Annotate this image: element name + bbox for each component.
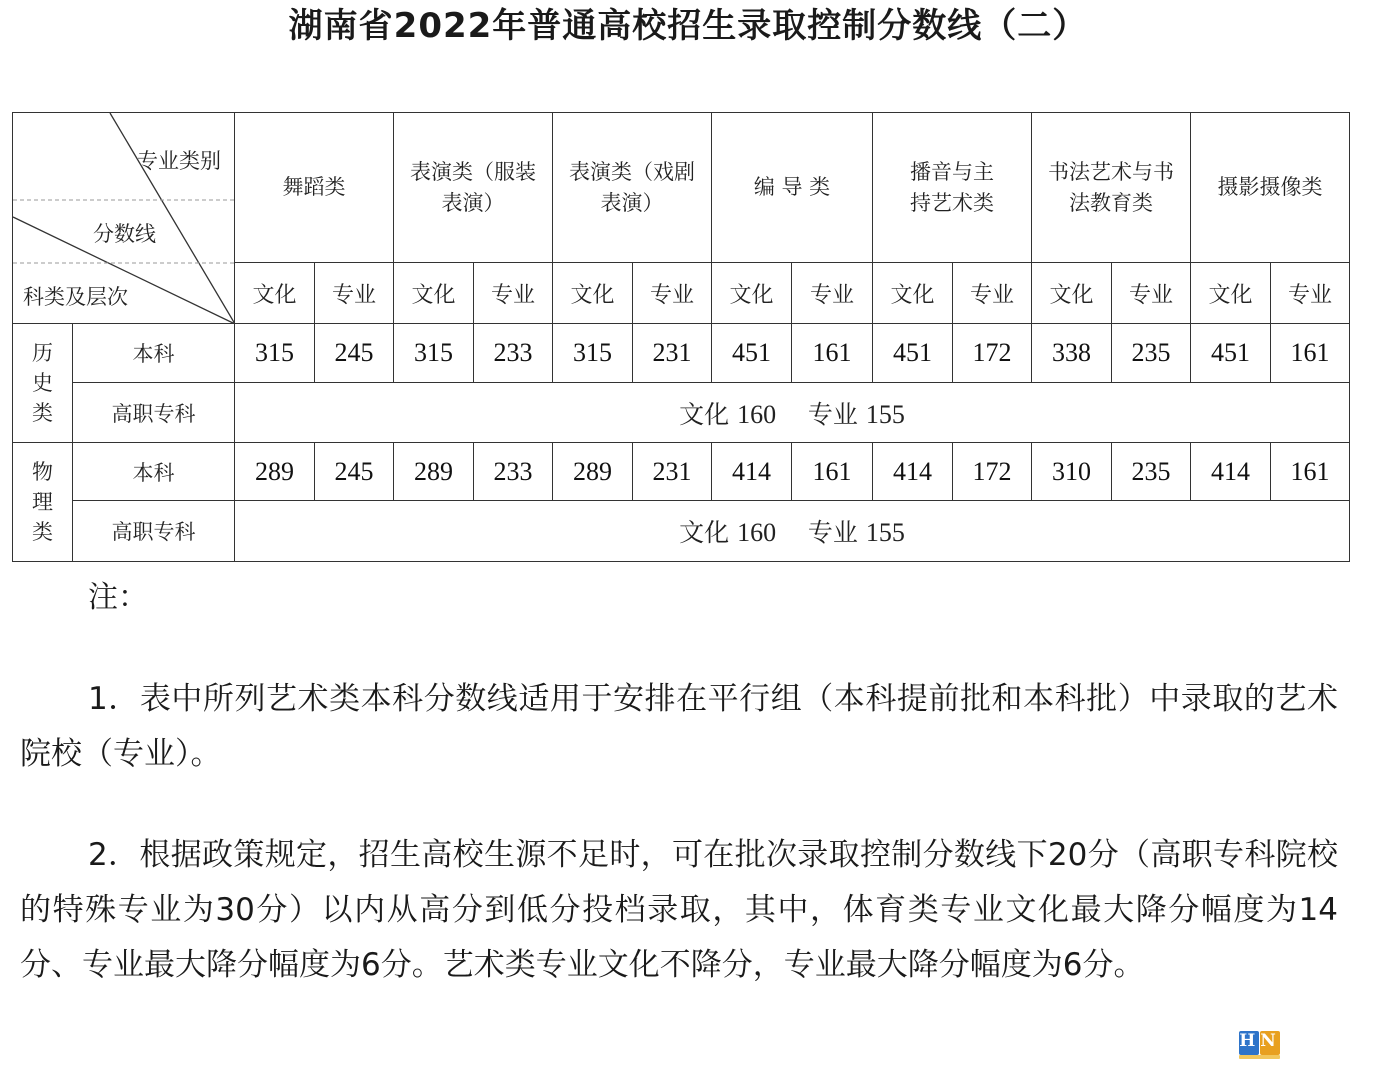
score-cell: 414 xyxy=(712,443,792,501)
score-cell: 315 xyxy=(235,324,315,383)
category-drama-performance: 表演类（戏剧表演） xyxy=(553,113,712,263)
score-cell: 451 xyxy=(873,324,953,383)
level-label-vocational: 高职专科 xyxy=(73,383,235,443)
sub-header-culture: 文化 xyxy=(235,263,315,324)
sub-header-culture: 文化 xyxy=(1191,263,1271,324)
score-cell: 172 xyxy=(953,324,1032,383)
sub-header-major: 专业 xyxy=(1112,263,1191,324)
note-item-1: 1．表中所列艺术类本科分数线适用于安排在平行组（本科提前批和本科批）中录取的艺术院校（专业）。 xyxy=(20,681,1338,772)
note-item-2: 2．根据政策规定，招生高校生源不足时，可在批次录取控制分数线下20分（高职专科院校的特殊专业为30分）以内从高分到低分投档录取，其中，体育类专业文化最大降分幅度为14分、专业最大降分幅度为6分。艺术类专业文化不降分，专业最大降分幅度为6分。 xyxy=(20,837,1338,983)
category-broadcasting: 播音与主持艺术类 xyxy=(873,113,1032,263)
score-cell: 451 xyxy=(1191,324,1271,383)
vocational-culture-label: 文化 xyxy=(679,399,730,429)
score-cell: 289 xyxy=(394,443,474,501)
table-corner-header xyxy=(13,113,235,324)
level-label-vocational: 高职专科 xyxy=(73,501,235,562)
vocational-major-score: 155 xyxy=(865,399,905,429)
score-cell: 414 xyxy=(1191,443,1271,501)
score-cell: 235 xyxy=(1112,324,1191,383)
sub-header-major: 专业 xyxy=(1271,263,1350,324)
score-cell: 161 xyxy=(792,443,873,501)
category-photography: 摄影摄像类 xyxy=(1191,113,1350,263)
group-label-physics: 物理类 xyxy=(13,443,73,562)
table-row-history-vocational xyxy=(13,383,1350,443)
score-cell: 161 xyxy=(792,324,873,383)
score-cell: 315 xyxy=(394,324,474,383)
score-cell: 172 xyxy=(953,443,1032,501)
table-row-physics-undergrad xyxy=(13,443,1350,501)
score-cell: 414 xyxy=(873,443,953,501)
vocational-major-label: 专业 xyxy=(807,518,858,547)
score-cell: 161 xyxy=(1271,324,1350,383)
sub-header-major: 专业 xyxy=(633,263,712,324)
hn-logo-icon xyxy=(1238,1030,1282,1060)
vocational-score-cell xyxy=(235,501,1350,562)
vocational-culture-score: 160 xyxy=(737,399,777,429)
vocational-score-cell xyxy=(235,383,1350,443)
sub-header-major: 专业 xyxy=(953,263,1032,324)
corner-label-score: 分数线 xyxy=(93,222,156,246)
category-fashion-performance: 表演类（服装表演） xyxy=(394,113,553,263)
vocational-major-score: 155 xyxy=(865,518,905,547)
score-table xyxy=(12,112,1350,562)
sub-header-major: 专业 xyxy=(792,263,873,324)
score-cell: 338 xyxy=(1032,324,1112,383)
score-cell: 231 xyxy=(633,324,712,383)
vocational-culture-label: 文化 xyxy=(679,518,730,547)
score-cell: 245 xyxy=(315,324,394,383)
corner-label-category: 专业类别 xyxy=(137,149,221,173)
corner-label-level: 科类及层次 xyxy=(23,285,128,309)
score-cell: 231 xyxy=(633,443,712,501)
notes-heading: 注： xyxy=(88,580,148,615)
score-cell: 235 xyxy=(1112,443,1191,501)
level-label-undergrad: 本科 xyxy=(73,324,235,383)
logo-text: HN xyxy=(1239,1031,1281,1051)
score-cell: 233 xyxy=(474,443,553,501)
category-header-row xyxy=(13,113,1350,263)
sub-header-major: 专业 xyxy=(474,263,553,324)
score-cell: 315 xyxy=(553,324,633,383)
category-calligraphy: 书法艺术与书法教育类 xyxy=(1032,113,1191,263)
vocational-culture-score: 160 xyxy=(737,518,777,547)
sub-header-culture: 文化 xyxy=(1032,263,1112,324)
category-directing: 编 导 类 xyxy=(712,113,873,263)
sub-header-culture: 文化 xyxy=(873,263,953,324)
vocational-major-label: 专业 xyxy=(807,399,858,429)
sub-header-culture: 文化 xyxy=(553,263,633,324)
group-label-history: 历史类 xyxy=(13,324,73,443)
sub-header-culture: 文化 xyxy=(712,263,792,324)
level-label-undergrad: 本科 xyxy=(73,443,235,501)
score-cell: 245 xyxy=(315,443,394,501)
page-title: 湖南省2022年普通高校招生录取控制分数线（二） xyxy=(288,6,1088,46)
score-cell: 451 xyxy=(712,324,792,383)
sub-header-major: 专业 xyxy=(315,263,394,324)
table-row-physics-vocational xyxy=(13,501,1350,562)
score-cell: 289 xyxy=(235,443,315,501)
score-cell: 233 xyxy=(474,324,553,383)
sub-header-culture: 文化 xyxy=(394,263,474,324)
table-row-history-undergrad xyxy=(13,324,1350,383)
category-dance: 舞蹈类 xyxy=(235,113,394,263)
score-cell: 289 xyxy=(553,443,633,501)
score-cell: 310 xyxy=(1032,443,1112,501)
score-cell: 161 xyxy=(1271,443,1350,501)
